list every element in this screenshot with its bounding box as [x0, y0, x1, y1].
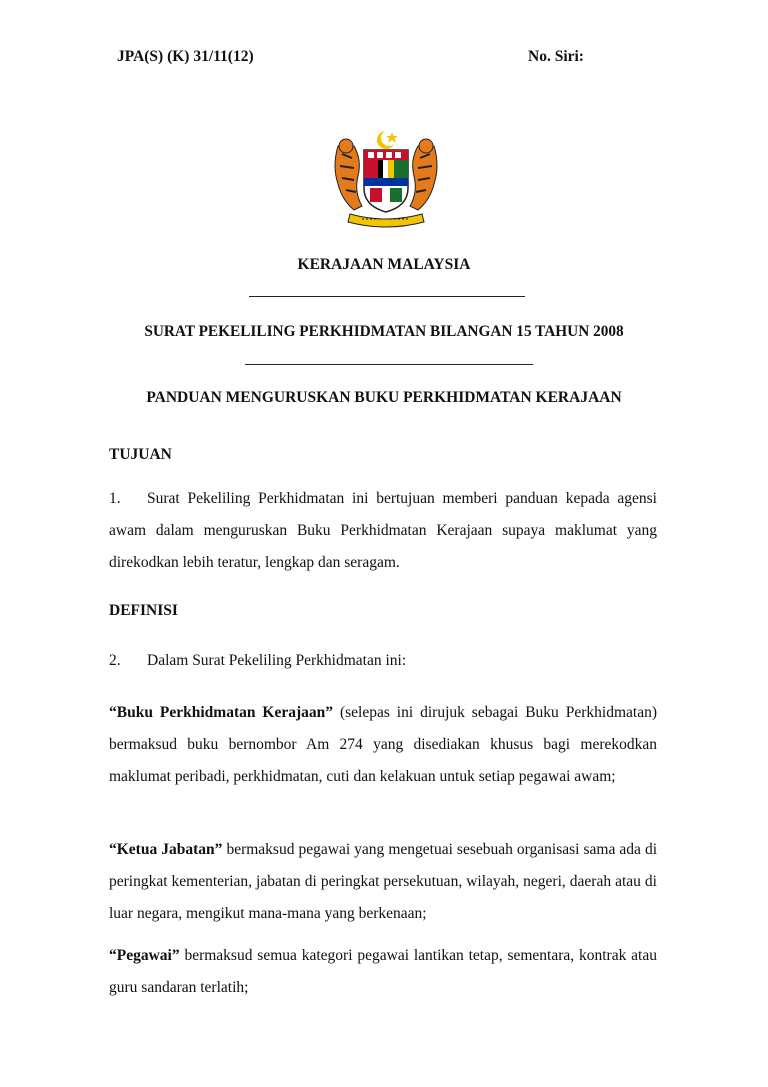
definition-term: “Ketua Jabatan” — [109, 841, 223, 858]
heading-definisi: DEFINISI — [109, 602, 178, 619]
definition-term: “Buku Perkhidmatan Kerajaan” — [109, 704, 334, 721]
paragraph-2 — [109, 645, 657, 677]
definition-term: “Pegawai” — [109, 947, 180, 964]
definition-item — [109, 697, 657, 793]
reference-number: JPA(S) (K) 31/11(12) — [117, 48, 254, 65]
definition-text: bermaksud pegawai yang mengetuai sesebuah organisasi sama ada di peringkat kementerian, jabatan di peringkat persekutuan, wilayah, negeri, daerah atau di luar negara, mengikut mana-mana yang berkenaan; — [109, 841, 657, 922]
malaysia-coat-of-arms-icon — [328, 126, 444, 230]
definition-text: (selepas ini dirujuk sebagai Buku Perkhidmatan) bermaksud buku bernombor Am 274 yang disediakan khusus bagi merekodkan maklumat peribadi, perkhidmatan, cuti dan kelakuan untuk setiap pegawai awam; — [109, 704, 657, 785]
divider-1 — [249, 296, 525, 297]
paragraph-1-number: 1. — [109, 490, 121, 507]
definition-text: bermaksud semua kategori pegawai lantikan tetap, sementara, kontrak atau guru sandaran terlatih; — [109, 947, 657, 996]
subject-title: PANDUAN MENGURUSKAN BUKU PERKHIDMATAN KERAJAAN — [146, 389, 622, 406]
paragraph-2-text: Dalam Surat Pekeliling Perkhidmatan ini: — [147, 652, 407, 669]
paragraph-2-number: 2. — [109, 652, 121, 669]
divider-2 — [245, 364, 533, 365]
definition-item — [109, 834, 657, 930]
definition-item — [109, 940, 657, 1004]
serial-number-label: No. Siri: — [528, 48, 584, 65]
government-name: KERAJAAN MALAYSIA — [297, 256, 471, 273]
circular-title: SURAT PEKELILING PERKHIDMATAN BILANGAN 15 TAHUN 2008 — [144, 323, 624, 340]
heading-tujuan: TUJUAN — [109, 446, 172, 463]
paragraph-1 — [109, 483, 657, 579]
paragraph-1-text: Surat Pekeliling Perkhidmatan ini bertujuan memberi panduan kepada agensi awam dalam menguruskan Buku Perkhidmatan Kerajaan supaya maklumat yang direkodkan lebih teratur, lengkap dan seragam. — [109, 490, 657, 571]
